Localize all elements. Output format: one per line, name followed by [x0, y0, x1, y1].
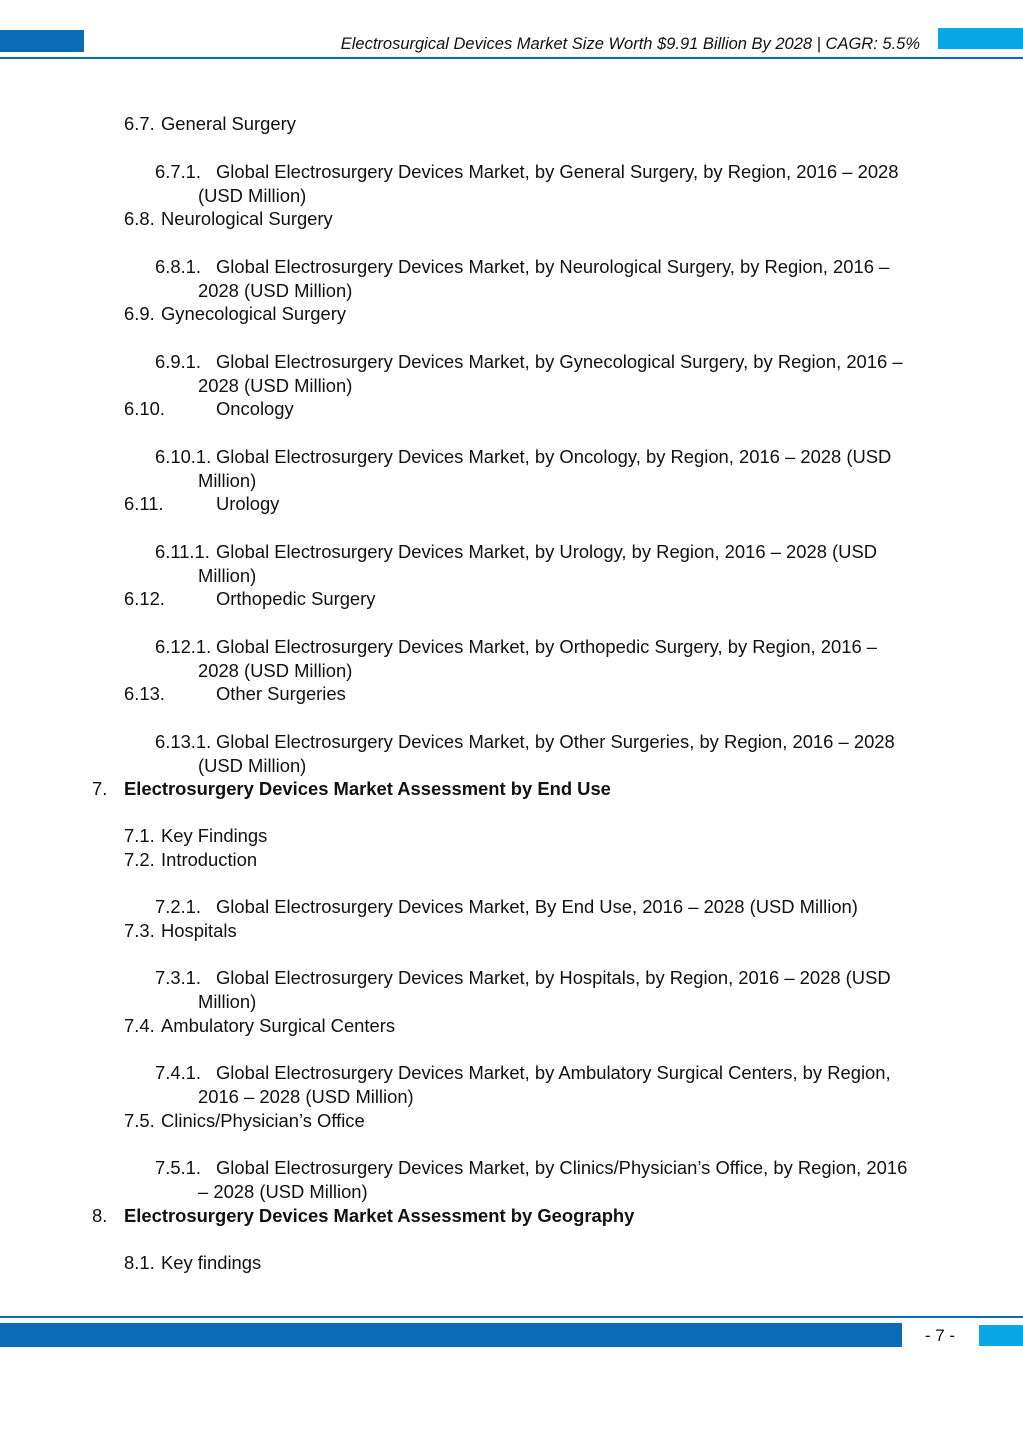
toc-entry-text [198, 255, 935, 302]
toc-entry-number: 6.10. [124, 398, 165, 419]
toc-entry-text: Ambulatory Surgical Centers [161, 1015, 396, 1036]
toc-entry-number: 8. [92, 1205, 108, 1226]
footer-accent-right [979, 1325, 1023, 1346]
toc-entry-text-content: Global Electrosurgery Devices Market, by Gynecological Surgery, by Region, 2016 – 2028 (USD Million) [198, 351, 903, 396]
toc-entry-text [198, 160, 935, 207]
toc-entry-number: 8.1. [124, 1252, 155, 1273]
toc-entry-text-content: Global Electrosurgery Devices Market, by Ambulatory Surgical Centers, by Region, 2016 – 2028 (USD Million) [198, 1062, 891, 1107]
toc-section-heading: Electrosurgery Devices Market Assessment by End Use [124, 778, 611, 799]
toc-entry-number: 7.2. [124, 849, 155, 870]
toc-entry-text: Clinics/Physician’s Office [161, 1110, 365, 1131]
header-accent-left [0, 30, 84, 52]
toc-entry-text-content: Global Electrosurgery Devices Market, by Oncology, by Region, 2016 – 2028 (USD Million) [198, 446, 892, 491]
toc-entry-number: 6.7. [124, 113, 155, 134]
toc-entry-text-content: Global Electrosurgery Devices Market, by Neurological Surgery, by Region, 2016 – 2028 (USD Million) [198, 256, 890, 301]
toc-entry-number: 6.8.1. [155, 256, 202, 277]
toc-entry-number: 7.3.1. [155, 967, 202, 988]
toc-entry-number: 6.13.1. [155, 731, 212, 752]
toc-section-heading: Electrosurgery Devices Market Assessment by Geography [124, 1205, 635, 1226]
toc-entry-number: 7.4.1. [155, 1062, 202, 1083]
toc-entry-number: 6.9.1. [155, 351, 202, 372]
toc-entry-number: 6.7.1. [155, 161, 202, 182]
page-number: - 7 - [924, 1326, 956, 1345]
toc-entry-number: 7. [92, 778, 108, 799]
toc-entry-number: 7.5. [124, 1110, 155, 1131]
running-header-title: Electrosurgical Devices Market Size Worth $9.91 Billion By 2028 | CAGR: 5.5% [340, 35, 920, 53]
toc-entry-text: Hospitals [161, 920, 237, 941]
toc-entry-text [198, 730, 935, 777]
toc-entry-text [198, 350, 926, 397]
footer-rule [0, 1316, 1023, 1318]
toc-entry-text: General Surgery [161, 113, 296, 134]
toc-entry-number: 6.11.1. [155, 541, 210, 562]
header-accent-right [938, 28, 1023, 49]
toc-entry-number: 7.5.1. [155, 1157, 202, 1178]
toc-entry-text [198, 445, 935, 492]
toc-entry-text [198, 895, 935, 919]
toc-entry-text [198, 966, 935, 1013]
toc-entry-text-content: Global Electrosurgery Devices Market, By End Use, 2016 – 2028 (USD Million) [216, 896, 858, 917]
header-rule [0, 57, 1023, 59]
toc-entry-number: 6.9. [124, 303, 155, 324]
footer-bar [0, 1323, 902, 1347]
toc-entry-text-content: Global Electrosurgery Devices Market, by Hospitals, by Region, 2016 – 2028 (USD Million) [198, 967, 891, 1012]
toc-entry-number: 7.3. [124, 920, 155, 941]
toc-entry-text-content: Global Electrosurgery Devices Market, by Orthopedic Surgery, by Region, 2016 – 2028 (USD Million) [198, 636, 878, 681]
toc-entry-number: 6.11. [124, 493, 164, 514]
toc-entry-number: 7.1. [124, 825, 155, 846]
toc-entry-text: Oncology [216, 398, 294, 419]
toc-entry-text-content: Global Electrosurgery Devices Market, by Clinics/Physician’s Office, by Region, 2016 – 2028 (USD Million) [198, 1157, 908, 1202]
toc-entry-text-content: Global Electrosurgery Devices Market, by Urology, by Region, 2016 – 2028 (USD Million) [198, 541, 878, 586]
toc-entry-number: 6.12. [124, 588, 165, 609]
toc-entry-text: Introduction [161, 849, 258, 870]
toc-entry-text [198, 1061, 935, 1108]
toc-entry-text [198, 1156, 916, 1203]
toc-entry-text [198, 540, 921, 587]
toc-entry-text: Key findings [161, 1252, 262, 1273]
toc-entry-number: 6.8. [124, 208, 155, 229]
toc-entry-text: Orthopedic Surgery [216, 588, 376, 609]
toc-entry-text-content: Global Electrosurgery Devices Market, by Other Surgeries, by Region, 2016 – 2028 (USD Million) [198, 731, 895, 776]
toc-entry-text: Gynecological Surgery [161, 303, 347, 324]
toc-entry-number: 7.2.1. [155, 896, 202, 917]
toc-entry-number: 6.10.1. [155, 446, 212, 467]
toc-entry-number: 7.4. [124, 1015, 155, 1036]
toc-entry-number: 6.13. [124, 683, 165, 704]
toc-entry-text: Other Surgeries [216, 683, 346, 704]
toc-entry-text [198, 635, 921, 682]
toc-entry-text-content: Global Electrosurgery Devices Market, by General Surgery, by Region, 2016 – 2028 (USD Million) [198, 161, 899, 206]
toc-entry-text: Key Findings [161, 825, 268, 846]
toc-entry-text: Neurological Surgery [161, 208, 333, 229]
toc-entry-number: 6.12.1. [155, 636, 212, 657]
toc-entry-text: Urology [216, 493, 280, 514]
